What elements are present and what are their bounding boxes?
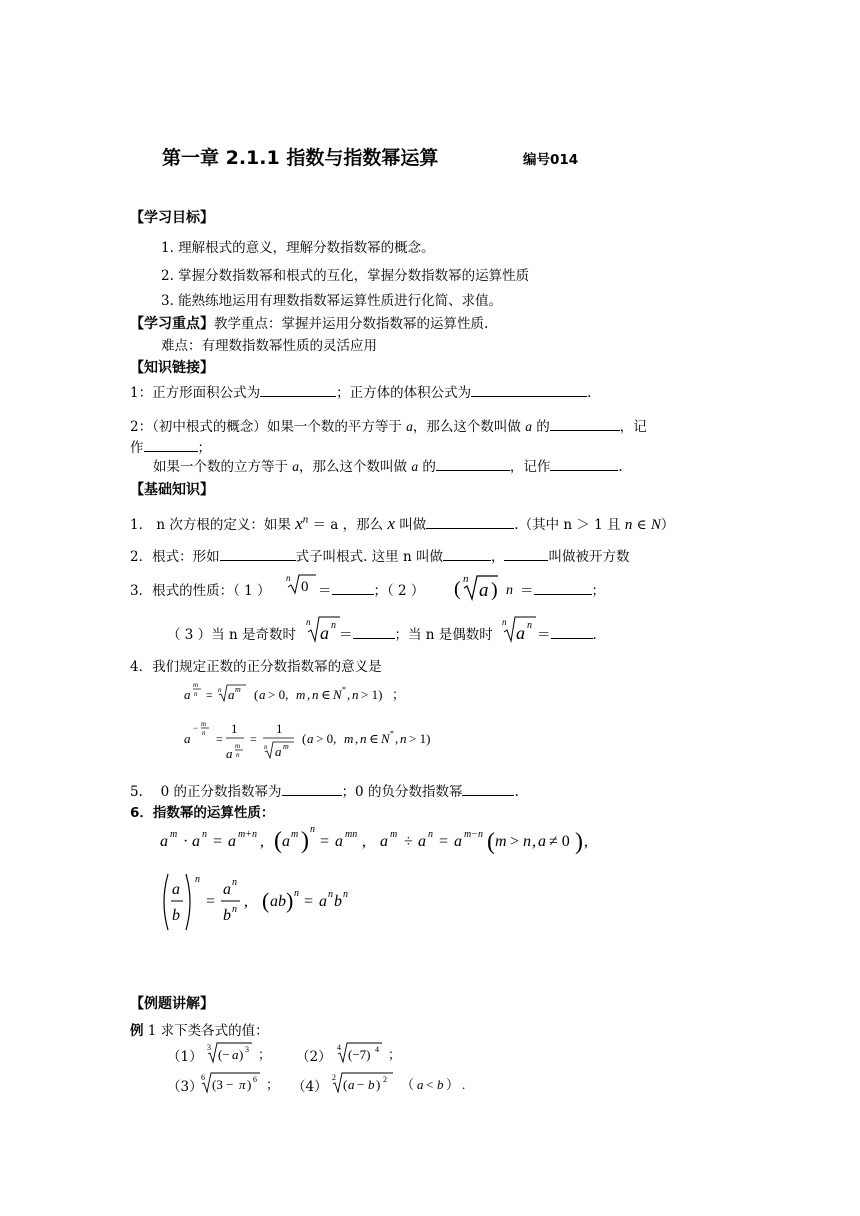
svg-text:): ) [376,1077,381,1092]
svg-text:3: 3 [207,1043,211,1052]
answer-blank[interactable] [504,548,548,561]
svg-text:b: b [334,893,342,910]
answer-blank[interactable] [282,783,342,796]
q1-text: 1：正方形面积公式为 [130,385,261,401]
p1-text: 叫做 [394,517,427,533]
svg-text:n: n [352,687,359,702]
svg-text:,: , [362,833,366,850]
svg-text:a: a [335,833,343,850]
svg-text:=: = [304,893,314,910]
svg-text:(: ( [254,687,259,702]
q3-text: ，记作 [509,459,551,475]
goal-item: 3. 能熟练地运用有理数指数幂运算性质进行化简、求值。 [161,293,503,309]
p3-label: 3．根式的性质：（ 1 ） [130,583,271,599]
example-prefix: 例 [130,1023,144,1039]
svg-text:(: ( [343,1077,348,1092]
answer-blank[interactable] [220,548,296,561]
answer-blank[interactable] [471,384,587,397]
svg-text:n: n [328,889,333,900]
ex-label-2: （2） [296,1049,332,1065]
math-fourth-root-neg7-pow4 [336,1040,406,1066]
var-a: a [411,459,419,474]
svg-text:4: 4 [337,1043,341,1052]
svg-text:0: 0 [301,579,309,595]
focus-text: 教学重点：掌握并运用分数指数幂的运算性质. [214,316,489,332]
link-q2 [130,415,647,435]
svg-text:=: = [213,833,223,850]
goals-heading: 【学习目标】 [130,210,214,226]
basic-p6: 6．指数幂的运算性质： [130,805,275,821]
svg-text:a: a [184,687,191,702]
q1-text: . [587,385,592,401]
p3-eq [318,579,424,599]
answer-blank[interactable] [550,458,618,471]
p2-text: 2．根式：形如 [130,549,220,565]
svg-text:ab: ab [270,893,286,910]
q2-text: ； [197,440,211,456]
p5-text: ；0 的负分数指数幂 [341,784,463,800]
page-title: 第一章 2.1.1 指数与指数幂运算 [162,147,439,169]
svg-text:a: a [479,580,489,601]
svg-text:m: m [235,685,241,694]
svg-text:): ) [301,828,309,854]
link-q2-cont [130,436,211,456]
svg-text:(−: (− [218,1047,230,1062]
svg-text:): ) [491,579,498,601]
svg-text:,: , [355,731,359,746]
svg-text:；: ； [392,687,406,702]
svg-text:n: n [195,874,200,885]
svg-text:÷: ÷ [404,833,413,850]
svg-text:=: = [206,688,213,702]
svg-text:π: π [239,1077,246,1092]
svg-text:b: b [368,1077,375,1092]
p3-even-eq [537,623,597,643]
svg-text:6: 6 [201,1073,205,1082]
svg-text:2: 2 [383,1075,387,1084]
p2-text: 叫做被开方数 [548,549,630,565]
svg-text:n: n [236,751,240,759]
svg-text:b: b [172,907,180,924]
p3-text: ＝ [537,627,551,643]
basic-p2 [130,545,629,565]
svg-text:m: m [344,731,354,746]
q3-text: . [618,459,623,475]
svg-text:a: a [228,687,235,702]
svg-text:,: , [347,687,351,702]
svg-text:·: · [183,833,189,850]
svg-text:n: n [310,824,315,835]
svg-text:b: b [437,1077,444,1092]
svg-text:m−n: m−n [464,829,483,840]
svg-text:,: , [395,731,399,746]
answer-blank[interactable] [353,626,395,639]
svg-text:6: 6 [253,1075,257,1084]
svg-text:a: a [259,687,266,702]
answer-blank[interactable] [436,458,510,471]
svg-text:n: n [202,829,207,840]
svg-text:m: m [296,687,306,702]
svg-text:a: a [417,1077,424,1092]
examples-heading: 【例题讲解】 [130,996,214,1012]
svg-text:n: n [194,690,198,698]
q2-text: 作 [130,440,144,456]
svg-text:(: ( [262,888,270,913]
svg-text:n: n [506,583,513,598]
svg-text:n: n [527,620,532,631]
basic-p5 [130,780,519,800]
basic-p4: 4．我们规定正数的正分数指数幂的意义是 [130,659,382,675]
p1-text: ） [660,517,675,533]
period: . [462,1077,466,1092]
math-exponent-rules-line2 [160,870,380,934]
ex-label-4: （4） [292,1079,328,1095]
svg-text:m+n: m+n [238,829,257,840]
svg-text:a: a [172,881,180,898]
svg-text:> 0,: > 0, [268,687,289,702]
answer-blank[interactable] [550,418,620,431]
svg-text:2: 2 [332,1073,336,1082]
math-root-power-n [454,572,526,604]
svg-text:(3 −: (3 − [212,1077,234,1092]
q2-text: ，记 [619,419,647,435]
p5-text: . [514,784,519,800]
svg-text:a: a [282,833,290,850]
svg-text:n: n [232,904,237,915]
p3-odd-eq [339,623,493,643]
svg-text:n: n [232,877,237,888]
math-nth-root-a-power-n [306,614,340,644]
svg-text:a: a [454,833,462,850]
svg-text:n: n [400,731,407,746]
svg-text:−: − [193,723,199,733]
svg-text:n: n [343,889,348,900]
svg-text:≠ 0: ≠ 0 [549,833,570,850]
math-negative-fractional-exponent [184,712,464,768]
math-sqrt-a-minus-b-squared [331,1070,481,1096]
goal-item: 2. 掌握分数指数幂和根式的互化，掌握分数指数幂的运算性质 [161,268,530,284]
math-positive-fractional-exponent [184,676,444,706]
svg-text:n: n [331,620,336,631]
svg-text:a: a [184,731,191,746]
svg-text:): ) [239,1047,244,1062]
svg-text:m: m [291,829,299,840]
svg-text:=: = [320,833,330,850]
svg-text:n: n [306,617,311,627]
svg-text:a: a [538,833,546,850]
svg-text:>: > [510,833,520,850]
q1-text: ；正方体的体积公式为 [336,385,472,401]
svg-text:,: , [260,833,264,850]
svg-text:n: n [202,729,206,737]
difficulty-text: 难点：有理数指数幂性质的灵活应用 [161,338,377,354]
svg-text:=: = [206,893,216,910]
svg-text:−: − [357,1077,365,1092]
svg-text:m: m [390,829,398,840]
svg-text:): ) [286,888,294,913]
answer-blank[interactable] [462,783,514,796]
svg-text:N: N [381,731,390,746]
svg-text:> 1): > 1) [409,731,431,746]
svg-text:n: n [312,687,319,702]
svg-text:(−7): (−7) [348,1047,371,1062]
answer-blank[interactable] [534,582,592,595]
q3-text: ，那么这个数叫做 [299,459,412,475]
link-q3 [153,455,623,475]
svg-text:a: a [275,744,282,759]
basic-heading: 【基础知识】 [130,482,214,498]
svg-text:a: a [232,1047,239,1062]
svg-text:,: , [307,687,311,702]
document-code: 编号014 [523,152,579,168]
svg-text:=: = [250,732,257,746]
q2-text: 2：（初中根式的概念）如果一个数的平方等于 [130,419,407,435]
svg-text:(: ( [302,731,307,746]
svg-text:m: m [193,681,199,689]
p5-text: 5. 0 的正分数指数幂为 [130,784,282,800]
svg-text:3: 3 [245,1045,249,1054]
var-a: a [525,419,532,434]
ex-label-3: （3） [167,1079,203,1095]
svg-text:m: m [170,829,178,840]
var-a: a [406,419,413,434]
svg-text:n: n [428,829,433,840]
svg-text:m: m [495,833,507,850]
svg-text:<: < [426,1077,434,1092]
goal-item: 1. 理解根式的意义，理解分数指数幂的概念。 [161,240,435,256]
math-cube-root-neg-a-cubed [206,1040,276,1066]
ex-label-1: （1） [167,1049,203,1065]
svg-text:1: 1 [231,721,238,736]
q3-text: 的 [418,459,436,475]
focus-line [130,312,488,333]
svg-text:a: a [228,833,236,850]
svg-text:n: n [523,833,531,850]
semi: ； [266,1077,280,1092]
svg-text:a: a [380,833,388,850]
svg-text:1: 1 [276,721,283,736]
p3-odd: （ 3 ）当 n 是奇数时 [167,627,296,643]
svg-text:n: n [218,686,222,694]
math-set-N: N [650,517,661,533]
answer-blank[interactable] [260,384,336,397]
svg-text:n: n [294,888,299,899]
svg-text:*: * [342,685,346,694]
basic-p1: 1． n 次方根的定义：如果 $x^n = a$ ，那么 x 叫做 .（其中 n ＞ 1 且 n ∈ N） [130,513,675,533]
q2-text: 的 [531,419,550,435]
link-q1 [130,381,591,401]
svg-text:N: N [333,687,342,702]
math-nth-root-zero [286,572,316,596]
svg-text:=: = [439,833,449,850]
svg-text:=: = [216,732,223,746]
svg-text:a: a [192,833,200,850]
svg-text:∈: ∈ [321,687,331,702]
q2-text: ，那么这个数叫做 [412,419,526,435]
p3-eq2 [520,579,605,599]
p3-text: . [592,627,597,643]
svg-text:n: n [463,573,469,585]
answer-blank[interactable] [426,516,514,529]
svg-text:）: ） [446,1077,460,1092]
q3-text: 如果一个数的立方等于 [153,459,293,475]
svg-text:): ) [247,1077,252,1092]
svg-text:b: b [223,907,231,924]
p1-text: 1． n 次方根的定义：如果 [130,517,296,533]
math-exponent-rules-line1 [160,822,620,858]
svg-text:a: a [160,833,168,850]
example-text: 1 求下类各式的值： [143,1023,269,1039]
svg-text:): ) [575,829,583,855]
math-x-power-n: $x^n$ [295,513,309,533]
svg-text:> 1): > 1) [361,687,383,702]
svg-text:a: a [319,893,327,910]
answer-blank[interactable] [551,626,593,639]
math-x: x [387,514,395,533]
svg-text:（: （ [401,1077,415,1092]
p1-text: ＝ a ，那么 [308,517,388,533]
svg-text:a: a [226,746,233,761]
svg-text:(: ( [487,829,495,855]
svg-text:(: ( [454,578,461,600]
p3-text: ；（ 2 ） [373,583,425,599]
svg-text:mn: mn [345,829,358,840]
svg-text:∈: ∈ [369,731,379,746]
example1-title [130,1019,269,1039]
svg-text:m: m [283,742,289,751]
math-sixth-root-3-minus-pi-pow6 [200,1070,280,1096]
focus-heading: 【学习重点】 [130,316,214,332]
p2-text: 式子叫根式. 这里 n 叫做 [295,549,443,565]
svg-text:,: , [584,833,588,850]
math-n-in-N: n [624,517,633,533]
var-a: a [292,459,300,474]
p3-text: ； [591,583,605,599]
svg-text:> 0,: > 0, [316,731,337,746]
svg-text:n: n [360,731,367,746]
p3-text: ＝ [318,583,332,599]
svg-text:m: m [201,720,207,728]
svg-text:a: a [320,623,329,643]
svg-text:,: , [244,893,248,910]
svg-text:(: ( [274,828,282,854]
math-nth-root-a-power-n [502,614,536,644]
svg-text:a: a [516,623,525,643]
semi: ； [388,1047,402,1062]
svg-text:4: 4 [375,1045,379,1054]
answer-blank[interactable] [144,439,198,452]
svg-text:m: m [235,742,241,750]
answer-blank[interactable] [332,582,374,595]
svg-text:a: a [307,731,314,746]
semi: ； [258,1047,272,1062]
svg-text:,: , [532,833,536,850]
svg-text:n: n [502,617,507,627]
link-heading: 【知识链接】 [130,360,214,376]
svg-text:n: n [264,743,268,751]
p3-text: ＝ [520,583,534,599]
p2-text: ， [490,549,505,565]
p1-text: .（其中 n ＞ 1 且 [514,517,625,533]
svg-text:n: n [286,573,291,583]
p3-text: ；当 n 是偶数时 [394,627,493,643]
p3-text: ＝ [339,627,353,643]
answer-blank[interactable] [443,548,491,561]
svg-text:a: a [418,833,426,850]
svg-text:a: a [348,1077,355,1092]
svg-text:a: a [223,881,231,898]
svg-text:*: * [390,729,394,738]
